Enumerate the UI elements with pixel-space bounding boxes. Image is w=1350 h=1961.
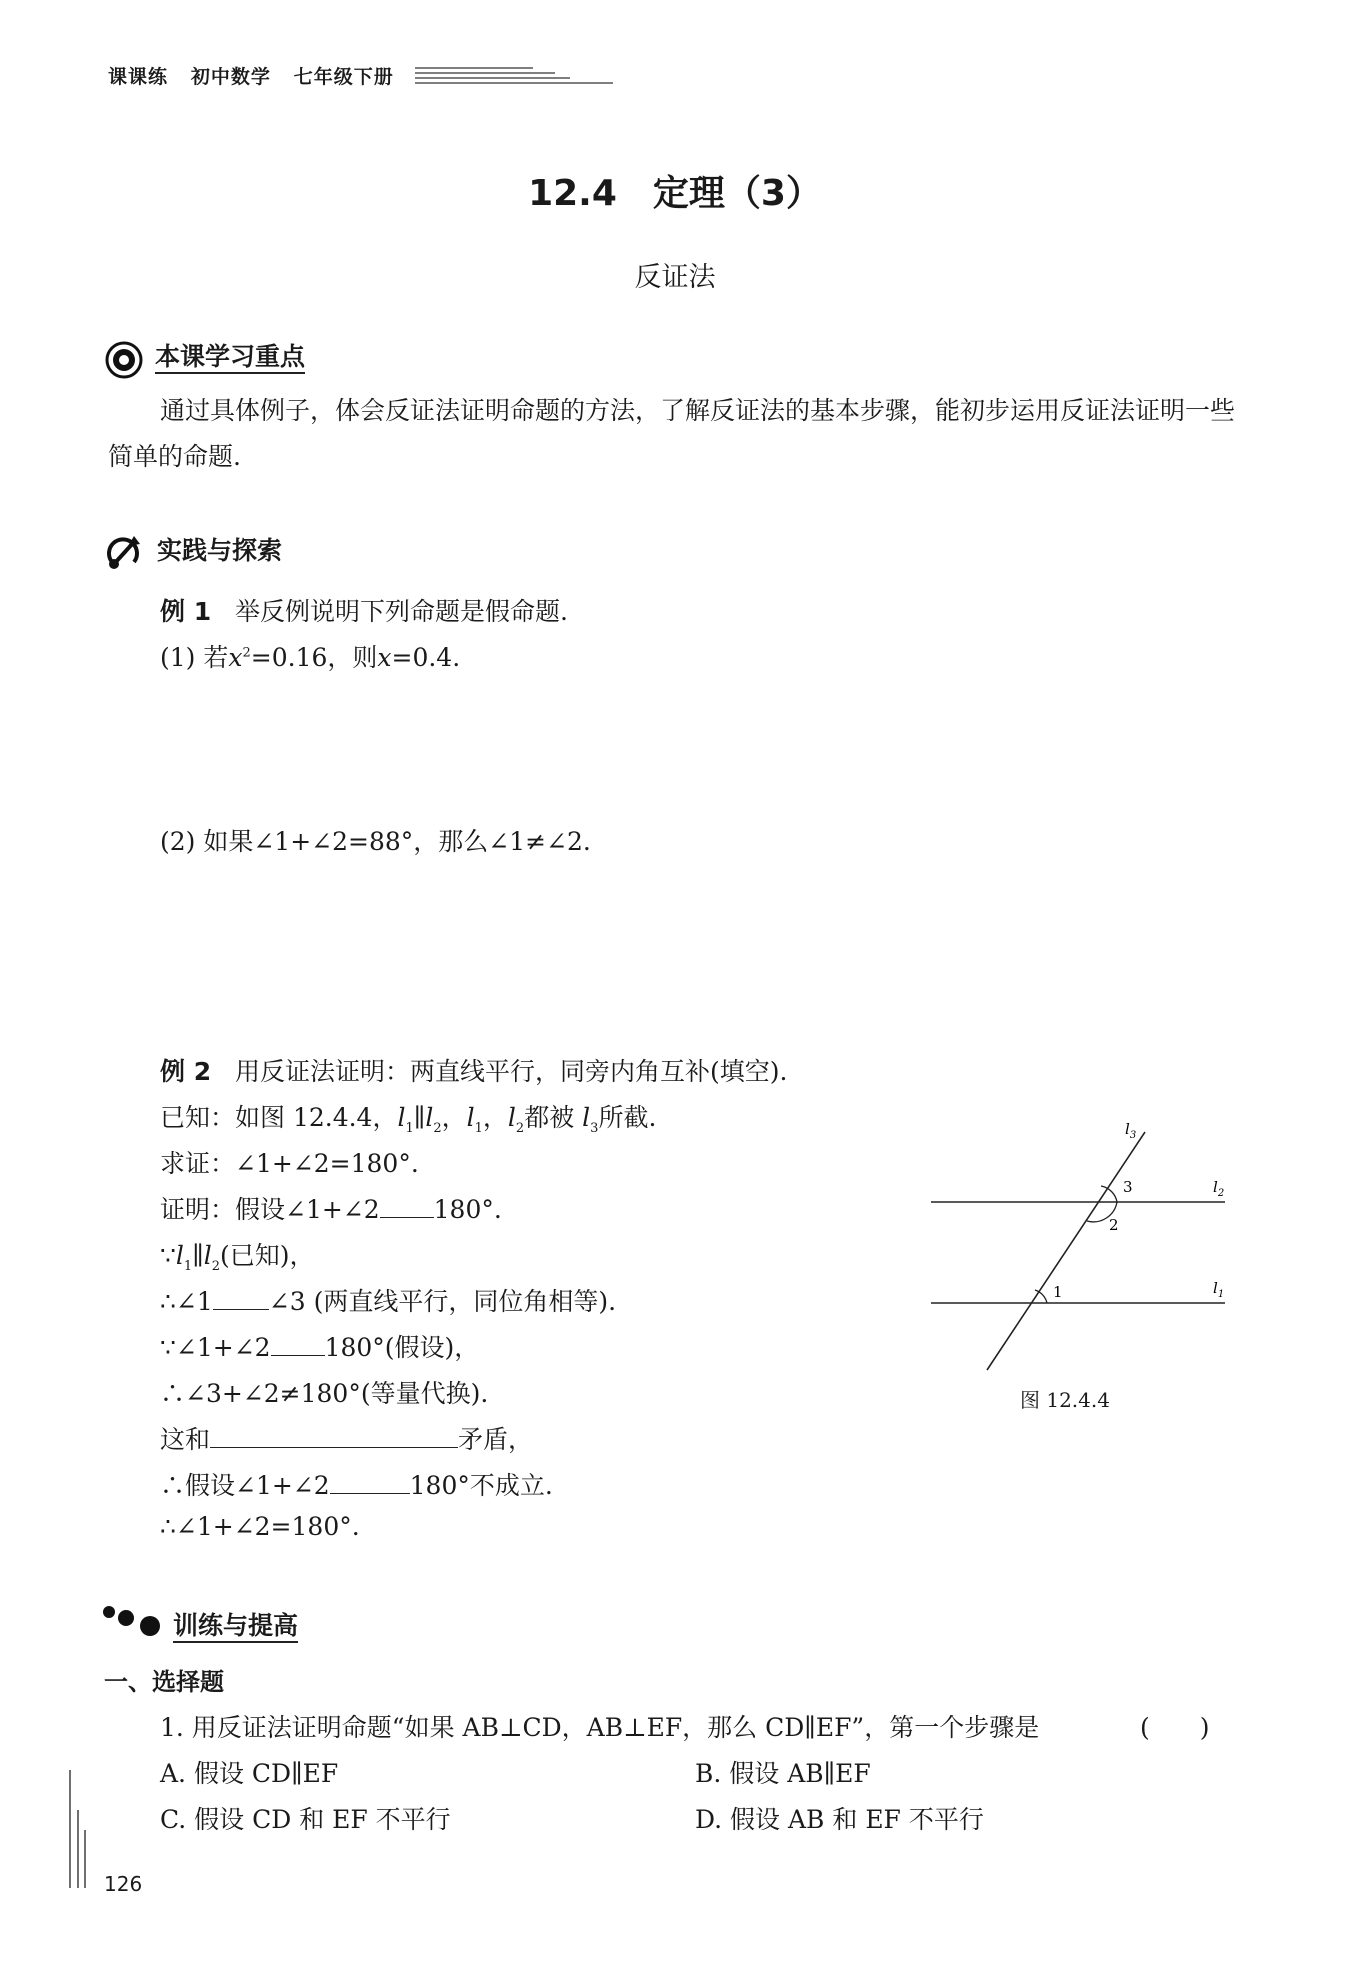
- example1-item1: [160, 638, 460, 674]
- part1-heading: 一、选择题: [104, 1668, 224, 1696]
- option-d[interactable]: D. 假设 AB 和 EF 不平行: [695, 1805, 984, 1834]
- given-end: 所截.: [598, 1103, 657, 1132]
- example2-statement: 用反证法证明：两直线平行，同旁内角互补(填空).: [234, 1057, 788, 1086]
- proof7-pre: ∴假设∠1+∠2: [160, 1471, 330, 1500]
- option-c[interactable]: C. 假设 CD 和 EF 不平行: [160, 1805, 451, 1834]
- proof-line-4: [160, 1328, 479, 1364]
- given-l: l: [507, 1103, 516, 1132]
- subject-name: 初中数学: [190, 66, 271, 88]
- proof-line-8: ∴∠1+∠2=180°.: [160, 1512, 360, 1541]
- proof2-sub2: 2: [211, 1259, 221, 1274]
- example2-given: [160, 1098, 656, 1136]
- example1-statement: 举反例说明下列命题是假命题.: [234, 597, 568, 626]
- angle-1-arc: [1035, 1290, 1047, 1303]
- given-l: l: [397, 1103, 406, 1132]
- given-middle: 都被: [524, 1103, 575, 1132]
- angle-label-2: 2: [1109, 1216, 1119, 1234]
- line-l3: [987, 1132, 1145, 1370]
- given-sub2: 2: [515, 1121, 525, 1136]
- example2-label: 例 2: [160, 1057, 212, 1086]
- answer-blank-2[interactable]: [213, 1287, 269, 1310]
- option-b[interactable]: B. 假设 AB∥EF: [695, 1759, 871, 1788]
- given-parallel: ∥: [413, 1103, 426, 1132]
- given-sub1: 1: [474, 1121, 483, 1136]
- practice-heading: 实践与探索: [157, 536, 283, 565]
- item1-var-x2: x: [377, 643, 392, 672]
- proof2-post: (已知)，: [220, 1241, 315, 1270]
- given-l: l: [582, 1103, 591, 1132]
- figure-parallel-lines: [925, 1120, 1245, 1380]
- focus-heading: 本课学习重点: [155, 343, 305, 374]
- question-1: 1. 用反证法证明命题“如果 AB⊥CD，AB⊥EF，那么 CD∥EF”，第一个步骤是: [160, 1713, 1040, 1742]
- training-heading: 训练与提高: [173, 1612, 298, 1643]
- angle-label-3: 3: [1123, 1178, 1133, 1196]
- lesson-title: 12.4 定理（3）: [528, 173, 822, 214]
- proof2-pre: ∵: [160, 1241, 176, 1270]
- target-icon: [104, 340, 144, 380]
- proof6-pre: 这和: [160, 1425, 211, 1454]
- proof3-pre: ∴∠1: [160, 1287, 213, 1316]
- grade-name: 七年级下册: [293, 66, 394, 88]
- given-comma: ，: [482, 1103, 508, 1132]
- answer-blank-4[interactable]: [210, 1425, 458, 1448]
- item1-var-x: x: [228, 643, 243, 672]
- example2-prove: 求证：∠1+∠2=180°.: [160, 1149, 419, 1178]
- focus-text: 通过具体例子，体会反证法证明命题的方法，了解反证法的基本步骤，能初步运用反证法证明一些简单的命题.: [108, 396, 1236, 471]
- dots-icon: [100, 1602, 166, 1638]
- proof4-pre: ∵∠1+∠2: [160, 1333, 271, 1362]
- pointer-icon: [104, 532, 144, 572]
- example1-title: [160, 592, 568, 628]
- proof-line-3: [160, 1282, 616, 1318]
- example1-item2: (2) 如果∠1+∠2=88°，那么∠1≠∠2.: [160, 827, 591, 856]
- item1-exponent: 2: [242, 645, 251, 661]
- example2-title: [160, 1052, 787, 1088]
- proof6-post: 矛盾，: [458, 1425, 534, 1454]
- example1-label: 例 1: [160, 597, 212, 626]
- proof2-parallel: ∥: [192, 1241, 204, 1270]
- answer-blank-3[interactable]: [271, 1333, 325, 1356]
- given-sub1: 1: [405, 1121, 414, 1136]
- proof3-post: ∠3 (两直线平行，同位角相等).: [268, 1287, 617, 1316]
- lesson-subtitle: 反证法: [634, 262, 716, 293]
- book-name: 课课练: [108, 66, 169, 88]
- proof1-pre: 证明：假设∠1+∠2: [160, 1195, 380, 1224]
- item1-middle: =0.16，则: [250, 643, 378, 672]
- running-header: [108, 62, 394, 89]
- given-l: l: [425, 1103, 434, 1132]
- item1-suffix: =0.4.: [391, 643, 461, 672]
- proof-line-2: [160, 1236, 315, 1274]
- item1-prefix: (1) 若: [160, 643, 229, 672]
- proof2-l: l: [175, 1241, 184, 1270]
- answer-blank-1[interactable]: [380, 1195, 434, 1218]
- page-number: 126: [104, 1872, 143, 1896]
- margin-rule: [66, 1770, 90, 1890]
- answer-parens[interactable]: ( ): [1140, 1713, 1210, 1742]
- given-sub2: 2: [433, 1121, 442, 1136]
- header-rule: [415, 64, 615, 86]
- label-l2: $l_2$: [1213, 1178, 1225, 1199]
- answer-blank-5[interactable]: [330, 1471, 410, 1494]
- given-prefix: 已知：如图 12.4.4，: [160, 1103, 398, 1132]
- label-l1: $l_1$: [1213, 1279, 1225, 1300]
- angle-label-1: 1: [1053, 1283, 1063, 1301]
- proof-line-6: [160, 1420, 533, 1456]
- proof-line-7: [160, 1466, 553, 1502]
- proof4-post: 180°(假设)，: [324, 1333, 480, 1362]
- proof7-post: 180°不成立.: [409, 1471, 553, 1500]
- given-comma: ，: [441, 1103, 467, 1132]
- proof2-l: l: [203, 1241, 212, 1270]
- given-l: l: [466, 1103, 475, 1132]
- proof1-post: 180°.: [433, 1195, 502, 1224]
- given-sub3: 3: [590, 1121, 599, 1136]
- option-a[interactable]: A. 假设 CD∥EF: [160, 1759, 339, 1788]
- figure-caption: 图 12.4.4: [1020, 1388, 1110, 1412]
- label-l3: $l_3$: [1125, 1120, 1137, 1141]
- proof-line-1: [160, 1190, 502, 1226]
- proof2-sub1: 1: [183, 1259, 193, 1274]
- proof-line-5: ∴∠3+∠2≠180°(等量代换).: [160, 1379, 489, 1408]
